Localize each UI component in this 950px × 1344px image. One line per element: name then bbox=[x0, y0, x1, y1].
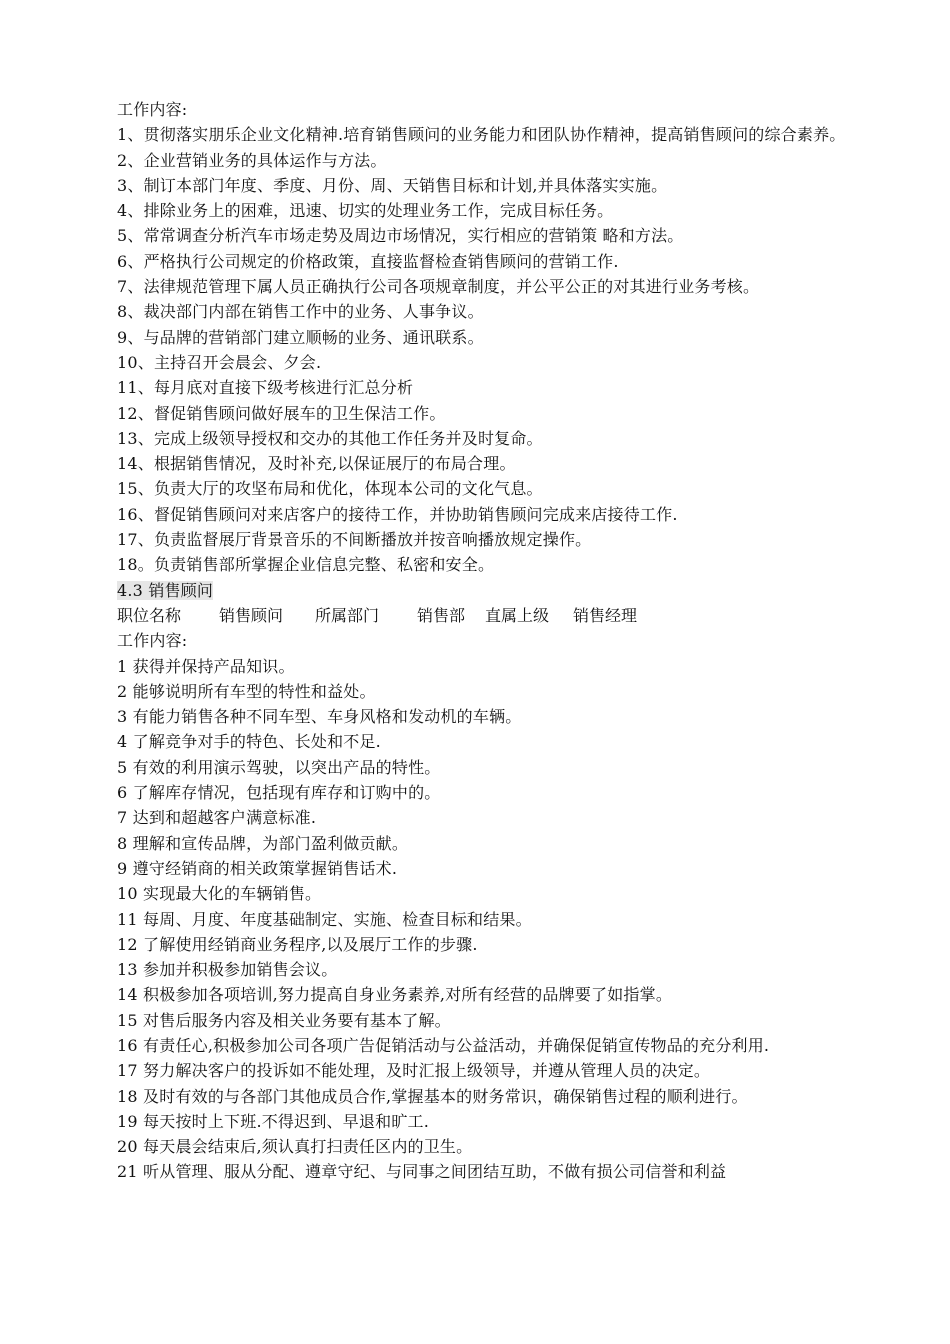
job-info-row bbox=[117, 603, 847, 628]
consultant-duty-item: 14 积极参加各项培训,努力提高自身业务素养,对所有经营的品牌要了如指掌。 bbox=[117, 985, 673, 1005]
consultant-duty-item: 20 每天晨会结束后,须认真打扫责任区内的卫生。 bbox=[117, 1137, 473, 1157]
job-title-label: 职位名称 bbox=[117, 605, 182, 625]
manager-duty-item: 8、裁决部门内部在销售工作中的业务、人事争议。 bbox=[117, 302, 484, 322]
consultant-duty-item: 1 获得并保持产品知识。 bbox=[117, 656, 295, 676]
consultant-duty-item: 5 有效的利用演示驾驶，以突出产品的特性。 bbox=[117, 757, 441, 777]
manager-duty-item: 7、法律规范管理下属人员正确执行公司各项规章制度，并公平公正的对其进行业务考核。 bbox=[117, 277, 760, 297]
manager-duty-item: 12、督促销售顾问做好展车的卫生保洁工作。 bbox=[117, 403, 446, 423]
consultant-duty-item: 19 每天按时上下班.不得迟到、早退和旷工. bbox=[117, 1111, 430, 1131]
consultant-duty-item: 18 及时有效的与各部门其他成员合作,掌握基本的财务常识，确保销售过程的顺利进行。 bbox=[117, 1086, 748, 1106]
consultant-duty-item: 21 听从管理、服从分配、遵章守纪、与同事之间团结互助，不做有损公司信誉和利益 bbox=[117, 1162, 727, 1182]
manager-duty-item: 16、督促销售顾问对来店客户的接待工作，并协助销售顾问完成来店接待工作. bbox=[117, 504, 678, 524]
consultant-duty-item: 13 参加并积极参加销售会议。 bbox=[117, 960, 338, 980]
consultant-duty-item: 11 每周、月度、年度基础制定、实施、检查目标和结果。 bbox=[117, 909, 532, 929]
consultant-duty-item: 9 遵守经销商的相关政策掌握销售话术. bbox=[117, 858, 398, 878]
department-value: 销售部 bbox=[417, 605, 466, 625]
manager-duty-item: 3、制订本部门年度、季度、月份、周、天销售目标和计划,并具体落实实施。 bbox=[117, 175, 668, 195]
manager-duty-item: 14、根据销售情况，及时补充,以保证展厅的布局合理。 bbox=[117, 454, 516, 474]
work-content-label: 工作内容: bbox=[117, 631, 188, 651]
consultant-duty-item: 10 实现最大化的车辆销售。 bbox=[117, 884, 322, 904]
manager-duty-item: 17、负责监督展厅背景音乐的不间断播放并按音响播放规定操作。 bbox=[117, 530, 592, 550]
manager-duty-item: 10、主持召开会晨会、夕会. bbox=[117, 352, 322, 372]
manager-duty-item: 13、完成上级领导授权和交办的其他工作任务并及时复命。 bbox=[117, 428, 543, 448]
manager-duty-item: 11、每月底对直接下级考核进行汇总分析 bbox=[117, 378, 414, 398]
consultant-duty-item: 4 了解竞争对手的特色、长处和不足. bbox=[117, 732, 381, 752]
manager-duty-item: 18。负责销售部所掌握企业信息完整、私密和安全。 bbox=[117, 555, 495, 575]
job-title-value: 销售顾问 bbox=[219, 605, 284, 625]
work-content-label: 工作内容: bbox=[117, 100, 188, 119]
consultant-duty-item: 16 有责任心,积极参加公司各项广告促销活动与公益活动，并确保促销宣传物品的充分利用. bbox=[117, 1035, 770, 1055]
consultant-duty-item: 17 努力解决客户的投诉如不能处理，及时汇报上级领导，并遵从管理人员的决定。 bbox=[117, 1061, 711, 1081]
superior-value: 销售经理 bbox=[573, 605, 638, 625]
consultant-duty-item: 15 对售后服务内容及相关业务要有基本了解。 bbox=[117, 1010, 451, 1030]
manager-duty-item: 1、贯彻落实朋乐企业文化精神.培育销售顾问的业务能力和团队协作精神，提高销售顾问的综合素养。 bbox=[117, 125, 846, 145]
manager-duty-item: 2、企业营销业务的具体运作与方法。 bbox=[117, 150, 387, 170]
manager-duty-item: 15、负责大厅的攻坚布局和优化，体现本公司的文化气息。 bbox=[117, 479, 543, 499]
manager-duty-item: 4、排除业务上的困难，迅速、切实的处理业务工作，完成目标任务。 bbox=[117, 201, 614, 221]
superior-label: 直属上级 bbox=[485, 605, 550, 625]
consultant-duty-item: 2 能够说明所有车型的特性和益处。 bbox=[117, 681, 376, 701]
section-heading-row bbox=[117, 578, 847, 603]
document-page bbox=[117, 97, 847, 1185]
consultant-duty-item: 12 了解使用经销商业务程序,以及展厅工作的步骤. bbox=[117, 934, 478, 954]
consultant-duty-item: 6 了解库存情况，包括现有库存和订购中的。 bbox=[117, 783, 441, 803]
section-heading: 4.3 销售顾问 bbox=[117, 580, 214, 600]
consultant-duty-item: 3 有能力销售各种不同车型、车身风格和发动机的车辆。 bbox=[117, 707, 522, 727]
manager-duty-item: 6、严格执行公司规定的价格政策，直接监督检查销售顾问的营销工作. bbox=[117, 251, 619, 271]
department-label: 所属部门 bbox=[315, 605, 380, 625]
manager-duty-item: 5、常常调查分析汽车市场走势及周边市场情况，实行相应的营销策 略和方法。 bbox=[117, 226, 684, 246]
consultant-duty-item: 7 达到和超越客户满意标准. bbox=[117, 808, 317, 828]
consultant-duty-item: 8 理解和宣传品牌，为部门盈利做贡献。 bbox=[117, 833, 409, 853]
manager-duty-item: 9、与品牌的营销部门建立顺畅的业务、通讯联系。 bbox=[117, 327, 484, 347]
